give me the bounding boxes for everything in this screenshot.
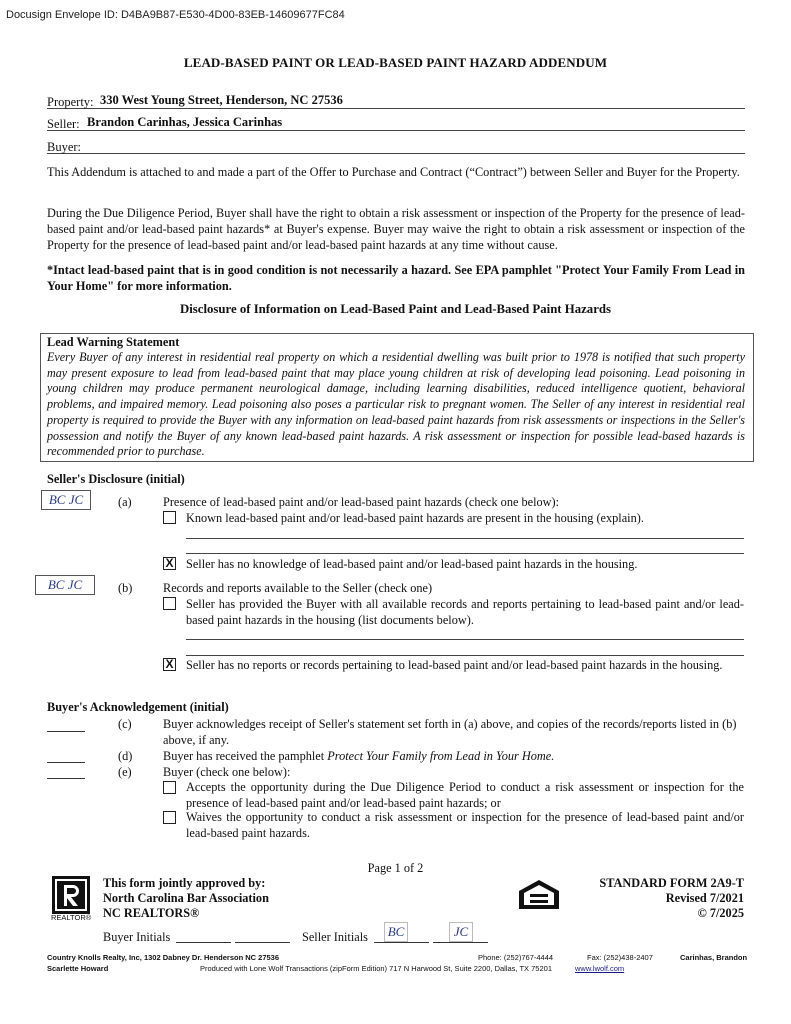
item-e-option1-text: Accepts the opportunity during the Due Diligence Period to conduct a risk assessment or inspection for the presence of lead-based paint and/or lead-based paint hazards; or <box>186 780 744 810</box>
item-d-text <box>163 748 554 764</box>
intro-paragraph-2: During the Due Diligence Period, Buyer shall have the right to obtain a risk assessment or inspection of the Property for the presence of lead-based paint and/or lead-based paint hazards* at Buyer's expense. Buyer may waive the right to obtain a risk assessment or inspection of the Property for the presence of lead-based paint and/or lead-based paint hazards at any time without cause. <box>47 206 745 252</box>
item-c-label: (c) <box>118 717 132 731</box>
item-a-option2-text: Seller has no knowledge of lead-based paint and/or lead-based paint hazards in the housing. <box>186 557 638 571</box>
buyer-initials-e[interactable] <box>47 766 85 779</box>
equal-housing-icon <box>514 877 564 917</box>
explain-line-1[interactable] <box>186 538 744 539</box>
item-d-label: (d) <box>118 749 133 763</box>
buyer-initials-label: Buyer Initials <box>103 930 171 944</box>
intro-paragraph-1: This Addendum is attached to and made a part of the Offer to Purchase and Contract (“Contract”) between Seller and Buyer for the Property. <box>47 165 740 179</box>
buyer-label: Buyer: <box>47 140 82 154</box>
seller-initials-label: Seller Initials <box>302 930 368 944</box>
property-field[interactable] <box>47 92 745 109</box>
standard-form-line-2: Revised 7/2021 <box>665 891 744 905</box>
approval-line-2: North Carolina Bar Association <box>103 891 269 905</box>
footer-company: Country Knolls Realty, Inc, 1302 Dabney Dr. Henderson NC 27536 <box>47 953 280 962</box>
buyer-initials-d[interactable] <box>47 750 85 763</box>
buyer-initials-blank-2[interactable] <box>235 942 290 943</box>
seller-label: Seller: <box>47 117 80 131</box>
explain-line-2[interactable] <box>186 553 744 554</box>
hazard-note: *Intact lead-based paint that is in good condition is not necessarily a hazard. See EPA pamphlet "Protect Your Family From Lead in Your Home" for more information. <box>47 263 745 293</box>
property-label: Property: <box>47 95 94 109</box>
item-b-option2-checkbox[interactable]: X <box>163 658 176 671</box>
item-c-text: Buyer acknowledges receipt of Seller's statement set forth in (a) above, and copies of the records/reports listed in (b) above, if any. <box>163 717 737 747</box>
buyer-initials-blank-1[interactable] <box>176 942 231 943</box>
item-a-option2-checkbox[interactable]: X <box>163 557 176 570</box>
realtor-r-icon <box>52 876 90 914</box>
lead-warning-text: Every Buyer of any interest in residential real property on which a residential dwelling was built prior to 1978 is notified that such property may present exposure to lead from lead-based paint that may place young children at risk of developing lead poisoning. Lead poisoning in young children may produce permanent neurological damage, including learning disabilities, reduced intelligence quotient, behavioral problems, and impaired memory. Lead poisoning also poses a particular risk to pregnant women. The Seller of any interest in residential real property is required to provide the Buyer with any information on lead-based paint hazards from risk assessments or inspections in the Seller's possession and notify the Buyer of any known lead-based paint hazards. A risk assessment or inspection for possible lead-based hazards is recommended prior to purchase. <box>47 350 745 459</box>
item-b-label: (b) <box>118 581 133 595</box>
item-a-option1-text: Known lead-based paint and/or lead-based paint hazards are present in the housing (explain). <box>186 511 644 525</box>
page-number: Page 1 of 2 <box>367 861 424 875</box>
page-title: LEAD-BASED PAINT OR LEAD-BASED PAINT HAZARD ADDENDUM <box>183 55 608 70</box>
item-a-option1-checkbox[interactable] <box>163 511 176 524</box>
footer-url-link[interactable]: www.lwolf.com <box>575 964 625 973</box>
item-d-text-plain: Buyer has received the pamphlet <box>163 749 328 763</box>
item-b-option1-checkbox[interactable] <box>163 597 176 610</box>
item-e-option2-checkbox[interactable] <box>163 811 176 824</box>
seller-initials-a: BC JC <box>41 490 91 510</box>
property-value: 330 West Young Street, Henderson, NC 27536 <box>100 93 343 107</box>
house-icon <box>514 877 564 917</box>
seller-initial-1: BC <box>384 922 408 942</box>
standard-form-line-3: © 7/2025 <box>697 906 744 920</box>
seller-initials-blank-1[interactable] <box>374 942 429 943</box>
item-e-text: Buyer (check one below): <box>163 765 291 779</box>
lead-warning-title: Lead Warning Statement <box>47 335 180 349</box>
buyer-field[interactable] <box>47 137 745 154</box>
standard-form-line-1: STANDARD FORM 2A9-T <box>599 876 744 890</box>
realtor-logo-icon <box>52 876 90 914</box>
item-e-label: (e) <box>118 765 132 779</box>
footer-fax: Fax: (252)438-2407 <box>587 953 653 962</box>
realtor-logo-label: REALTOR® <box>51 913 92 922</box>
item-a-label: (a) <box>118 495 132 509</box>
seller-initials-blank-2[interactable] <box>433 942 488 943</box>
disclosure-heading: Disclosure of Information on Lead-Based Paint and Lead-Based Paint Hazards <box>180 302 611 316</box>
item-e-option2-text: Waives the opportunity to conduct a risk assessment or inspection for the presence of lead-based paint and/or lead-based paint hazards. <box>186 810 744 840</box>
seller-initials-b: BC JC <box>35 575 95 595</box>
footer-agent: Scarlette Howard <box>47 964 109 973</box>
envelope-id: Docusign Envelope ID: D4BA9B87-E530-4D00-83EB-14609677FC84 <box>6 9 345 21</box>
item-b-option1-text: Seller has provided the Buyer with all available records and reports pertaining to lead-based paint and/or lead-based paint hazards in the housing (list documents below). <box>186 597 744 627</box>
seller-initial-2: JC <box>449 922 473 942</box>
approval-line-3: NC REALTORS® <box>103 906 200 920</box>
approval-line-1: This form jointly approved by: <box>103 876 266 890</box>
pamphlet-title: Protect Your Family from Lead in Your Home. <box>327 749 555 763</box>
seller-field[interactable] <box>47 114 745 131</box>
footer-produced: Produced with Lone Wolf Transactions (zipForm Edition) 717 N Harwood St, Suite 2200, Dallas, TX 75201 <box>200 964 552 973</box>
buyer-ack-heading: Buyer's Acknowledgement (initial) <box>47 700 229 714</box>
seller-disclosure-heading: Seller's Disclosure (initial) <box>47 472 185 486</box>
approval-block <box>103 876 269 921</box>
item-e-option1-checkbox[interactable] <box>163 781 176 794</box>
item-b-option2-text: Seller has no reports or records pertaining to lead-based paint and/or lead-based paint hazards in the housing. <box>186 658 723 672</box>
documents-line-1[interactable] <box>186 639 744 640</box>
documents-line-2[interactable] <box>186 655 744 656</box>
footer-phone: Phone: (252)767-4444 <box>478 953 554 962</box>
item-a-text: Presence of lead-based paint and/or lead-based paint hazards (check one below): <box>163 495 560 509</box>
standard-form-block <box>560 876 744 921</box>
footer-client: Carinhas, Brandon <box>680 953 748 962</box>
item-b-text: Records and reports available to the Seller (check one) <box>163 581 433 595</box>
buyer-initials-c[interactable] <box>47 719 85 732</box>
seller-value: Brandon Carinhas, Jessica Carinhas <box>87 115 283 129</box>
